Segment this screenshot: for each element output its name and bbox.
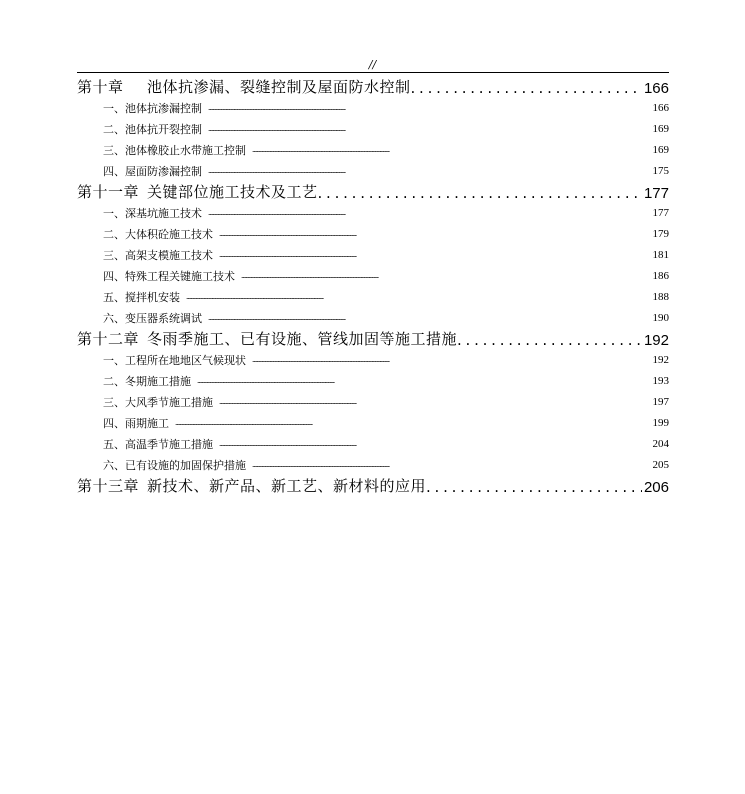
toc-section-entry[interactable] [77,286,669,307]
toc-page-number: 175 [652,164,669,177]
toc-dot-leader [219,227,629,240]
toc-chapter-title: 冬雨季施工、已有设施、管线加固等施工措施 [147,330,458,348]
toc-dot-leader [208,164,629,177]
toc-section-entry[interactable] [77,139,669,160]
toc-section-entry[interactable] [77,97,669,118]
toc-entry-title: 三、高架支模施工技术 [103,248,213,262]
toc-entry-title: 一、池体抗渗漏控制 [103,101,202,115]
toc-dot-leader [252,353,629,366]
toc-page-number: 186 [652,269,669,282]
toc-page-number: 188 [652,290,669,303]
toc-entry-title: 二、冬期施工措施 [103,374,191,388]
toc-dot-leader [219,248,629,261]
toc-page-number: 192 [643,332,669,349]
toc-entry-title: 二、大体积砼施工技术 [103,227,213,241]
toc-entry-title: 一、工程所在地地区气候现状 [103,353,246,367]
toc-chapter-entry[interactable] [77,328,669,349]
toc-chapter-number: 第十一章 [77,183,140,201]
toc-dot-leader [197,374,629,387]
toc-page-number: 169 [652,143,669,156]
toc-page-number: 181 [652,248,669,261]
toc-page-number: 166 [643,80,669,97]
toc-chapter-entry[interactable] [77,76,669,97]
page-header-marker: // [368,58,377,71]
toc-entry-title: 四、特殊工程关键施工技术 [103,269,235,283]
toc-dot-leader [208,101,629,114]
toc-page-number: 192 [652,353,669,366]
toc-page-number: 197 [652,395,669,408]
toc-page-number: 205 [652,458,669,471]
toc-section-entry[interactable] [77,307,669,328]
toc-page-number: 166 [652,101,669,114]
toc-entry-title: 一、深基坑施工技术 [103,206,202,220]
toc-page-number: 206 [643,479,669,496]
toc-entry-title: 五、搅拌机安装 [103,290,180,304]
toc-page-number: 169 [652,122,669,135]
toc-section-entry[interactable] [77,202,669,223]
toc-dot-leader [252,143,629,156]
toc-entry-title: 六、变压器系统调试 [103,311,202,325]
toc-chapter-number: 第十章 [77,78,124,96]
toc-page-number: 177 [643,185,669,202]
toc-chapter-entry[interactable] [77,475,669,496]
toc-section-entry[interactable] [77,412,669,433]
toc-dot-leader [426,478,642,496]
toc-page-number: 179 [652,227,669,240]
toc-section-entry[interactable] [77,223,669,244]
toc-entry-title: 四、屋面防渗漏控制 [103,164,202,178]
toc-entry-title: 三、池体橡胶止水带施工控制 [103,143,246,157]
toc-chapter-title: 关键部位施工技术及工艺 [147,183,318,201]
toc-entry-title [77,76,411,97]
toc-section-entry[interactable] [77,160,669,181]
toc-entry-title [77,475,426,496]
toc-dot-leader [186,290,629,303]
toc-dot-leader [457,331,642,349]
toc-dot-leader [252,458,629,471]
table-of-contents [77,76,669,496]
toc-section-entry[interactable] [77,349,669,370]
toc-entry-title [77,328,457,349]
toc-chapter-number: 第十二章 [77,330,140,348]
toc-dot-leader [219,395,629,408]
toc-dot-leader [411,79,642,97]
toc-chapter-title: 新技术、新产品、新工艺、新材料的应用 [147,477,427,495]
toc-dot-leader [175,416,629,429]
toc-chapter-number: 第十三章 [77,477,140,495]
toc-dot-leader [208,311,629,324]
toc-page-number: 199 [652,416,669,429]
header-rule [77,72,669,73]
toc-dot-leader [208,206,629,219]
toc-page-number: 190 [652,311,669,324]
toc-section-entry[interactable] [77,370,669,391]
toc-section-entry[interactable] [77,244,669,265]
toc-entry-title: 三、大风季节施工措施 [103,395,213,409]
toc-section-entry[interactable] [77,265,669,286]
toc-page-number: 193 [652,374,669,387]
toc-chapter-title: 池体抗渗漏、裂缝控制及屋面防水控制 [147,78,411,96]
toc-page-number: 177 [652,206,669,219]
toc-dot-leader [208,122,629,135]
toc-entry-title: 四、雨期施工 [103,416,169,430]
toc-section-entry[interactable] [77,433,669,454]
toc-entry-title: 五、高温季节施工措施 [103,437,213,451]
toc-page-number: 204 [652,437,669,450]
toc-entry-title: 二、池体抗开裂控制 [103,122,202,136]
toc-dot-leader [219,437,629,450]
toc-dot-leader [241,269,629,282]
toc-section-entry[interactable] [77,454,669,475]
toc-section-entry[interactable] [77,391,669,412]
toc-section-entry[interactable] [77,118,669,139]
toc-entry-title [77,181,318,202]
toc-dot-leader [318,184,642,202]
toc-chapter-entry[interactable] [77,181,669,202]
toc-entry-title: 六、已有设施的加固保护措施 [103,458,246,472]
